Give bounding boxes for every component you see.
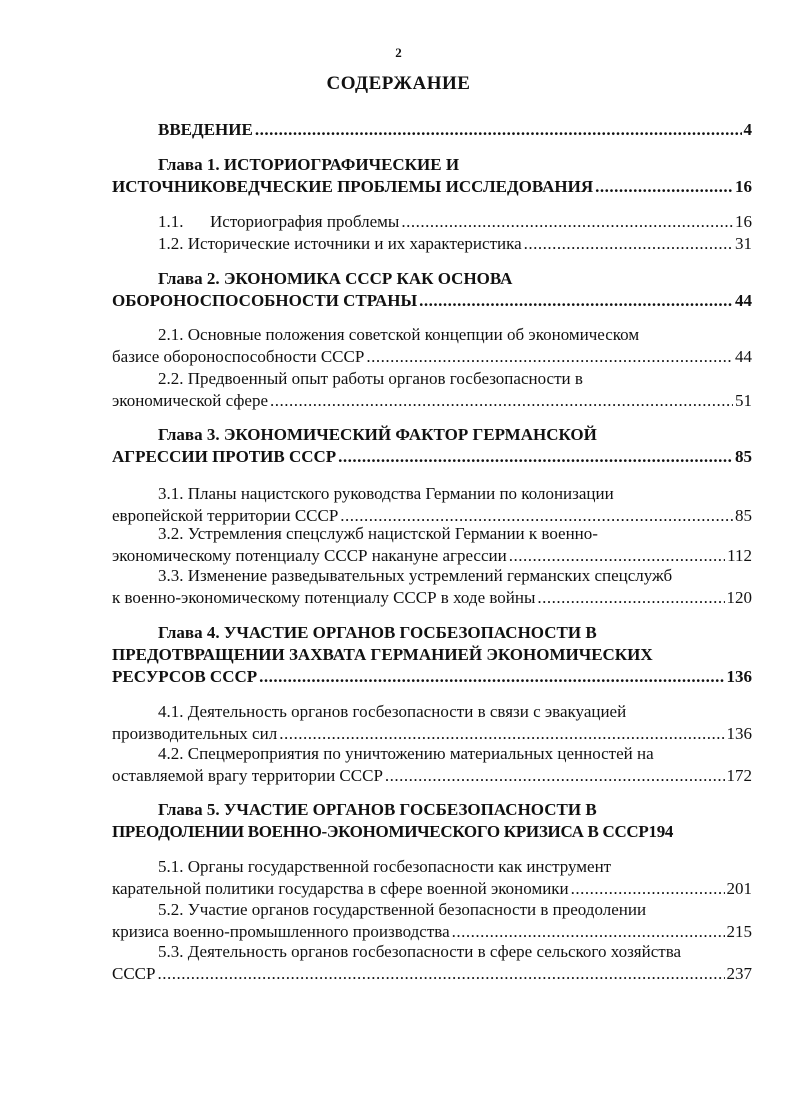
dot-leader (385, 766, 725, 786)
chapter-1-heading[interactable]: Глава 1. ИСТОРИОГРАФИЧЕСКИЕ И (158, 155, 460, 174)
toc-entry-title: АГРЕССИИ ПРОТИВ СССР (112, 447, 337, 466)
toc-entry-section-5-2[interactable] (112, 922, 752, 942)
toc-entry-section-2-2[interactable] (112, 391, 752, 411)
section-3-2-title[interactable]: 3.2. Устремления спецслужб нацистской Германии к военно- (158, 524, 598, 543)
toc-page-number: 51 (735, 391, 752, 410)
toc-page-number: 31 (735, 234, 752, 253)
toc-page-number: 136 (726, 724, 752, 743)
toc-entry-title: базисе обороноспособности СССР (112, 347, 365, 366)
toc-entry-title: Историография проблемы (210, 212, 400, 231)
dot-leader (537, 588, 724, 608)
toc-page-number: 16 (735, 212, 752, 231)
toc-entry-title: РЕСУРСОВ СССР (112, 667, 258, 686)
toc-page-number: 215 (726, 922, 752, 941)
toc-page-number: 112 (727, 546, 752, 565)
section-3-3-title[interactable]: 3.3. Изменение разведывательных устремлений германских спецслужб (158, 566, 673, 585)
toc-entry-title: европейской территории СССР (112, 506, 339, 525)
toc-entry-title: ИСТОЧНИКОВЕДЧЕСКИЕ ПРОБЛЕМЫ ИССЛЕДОВАНИЯ (112, 177, 594, 196)
toc-entry-chapter-1[interactable] (112, 177, 752, 197)
toc-entry-title: СССР (112, 964, 156, 983)
toc-entry-section-3-2[interactable] (112, 546, 752, 566)
chapter-4-heading[interactable]: Глава 4. УЧАСТИЕ ОРГАНОВ ГОСБЕЗОПАСНОСТИ В (158, 623, 597, 642)
dot-leader (401, 212, 733, 232)
dot-leader (338, 447, 733, 467)
section-4-2-title[interactable]: 4.2. Спецмероприятия по уничтожению материальных ценностей на (158, 744, 654, 763)
dot-leader (571, 879, 725, 899)
dot-leader (452, 922, 725, 942)
toc-entry-section-4-1[interactable] (112, 724, 752, 744)
toc-page-number: 85 (735, 447, 752, 466)
dot-leader (279, 724, 724, 744)
toc-entry-title: ВВЕДЕНИЕ (158, 120, 253, 139)
toc-page-number: 237 (726, 964, 752, 983)
toc-entry-title: ОБОРОНОСПОСОБНОСТИ СТРАНЫ (112, 291, 418, 310)
page-number: 2 (395, 45, 402, 60)
chapter-5-heading[interactable]: Глава 5. УЧАСТИЕ ОРГАНОВ ГОСБЕЗОПАСНОСТИ В (158, 800, 597, 819)
toc-entry-section-5-1[interactable] (112, 879, 752, 899)
toc-entry-section-3-1[interactable] (112, 506, 752, 526)
section-5-1-title[interactable]: 5.1. Органы государственной госбезопасности как инструмент (158, 857, 612, 876)
dot-leader (419, 291, 733, 311)
section-5-3-title[interactable]: 5.3. Деятельность органов госбезопасности в сфере сельского хозяйства (158, 942, 682, 961)
toc-page-number: 44 (735, 291, 752, 310)
toc-entry-section-3-3[interactable] (112, 588, 752, 608)
dot-leader (259, 667, 724, 687)
toc-entry-title: производительных сил (112, 724, 278, 743)
toc-entry-intro[interactable] (112, 120, 752, 140)
toc-page-number: 85 (735, 506, 752, 525)
toc-page-number: 201 (726, 879, 752, 898)
section-2-1-title[interactable]: 2.1. Основные положения советской концепции об экономическом (158, 325, 640, 344)
toc-entry-chapter-2[interactable] (112, 291, 752, 311)
toc-entry-title: карательной политики государства в сфере военной экономики (112, 879, 569, 898)
dot-leader (595, 177, 733, 197)
toc-page-number: 16 (735, 177, 752, 196)
chapter-3-heading[interactable]: Глава 3. ЭКОНОМИЧЕСКИЙ ФАКТОР ГЕРМАНСКОЙ (158, 425, 597, 444)
document-title: СОДЕРЖАНИЕ (326, 73, 471, 94)
section-3-1-title[interactable]: 3.1. Планы нацистского руководства Германии по колонизации (158, 484, 614, 503)
toc-page-number: 172 (726, 766, 752, 785)
section-4-1-title[interactable]: 4.1. Деятельность органов госбезопасности в связи с эвакуацией (158, 702, 627, 721)
dot-leader (255, 120, 742, 140)
toc-page-number: 120 (726, 588, 752, 607)
section-2-2-title[interactable]: 2.2. Предвоенный опыт работы органов госбезопасности в (158, 369, 583, 388)
chapter-2-heading[interactable]: Глава 2. ЭКОНОМИКА СССР КАК ОСНОВА (158, 269, 513, 288)
toc-entry-section-4-2[interactable] (112, 766, 752, 786)
toc-entry-title: экономической сфере (112, 391, 268, 410)
toc-entry-section-1-2[interactable] (112, 234, 752, 254)
dot-leader (157, 964, 724, 984)
dot-leader (366, 347, 733, 367)
toc-entry-title: экономическому потенциалу СССР накануне агрессии (112, 546, 507, 565)
toc-entry-chapter-4[interactable] (112, 667, 752, 687)
toc-entry-section-1-1[interactable] (112, 212, 752, 232)
chapter-5-heading-cont[interactable]: ПРЕОДОЛЕНИИ ВОЕННО-ЭКОНОМИЧЕСКОГО КРИЗИСА В СССР194 (112, 822, 674, 841)
toc-entry-section-5-3[interactable] (112, 964, 752, 984)
toc-entry-title: к военно-экономическому потенциалу СССР в ходе войны (112, 588, 536, 607)
dot-leader (270, 391, 733, 411)
toc-entry-title: оставляемой врагу территории СССР (112, 766, 383, 785)
toc-page-number: 44 (735, 347, 752, 366)
dot-leader (340, 506, 733, 526)
toc-page-number: 4 (743, 120, 752, 139)
toc-entry-title: кризиса военно-промышленного производства (112, 922, 450, 941)
section-number: 1.1. (158, 212, 184, 231)
chapter-4-heading-cont[interactable]: ПРЕДОТВРАЩЕНИИ ЗАХВАТА ГЕРМАНИЕЙ ЭКОНОМИЧЕСКИХ (112, 645, 653, 664)
toc-entry-chapter-3[interactable] (112, 447, 752, 467)
toc-entry-title: 1.2. Исторические источники и их характеристика (158, 234, 522, 253)
section-5-2-title[interactable]: 5.2. Участие органов государственной безопасности в преодолении (158, 900, 647, 919)
dot-leader (524, 234, 733, 254)
toc-page-number: 136 (726, 667, 752, 686)
toc-entry-section-2-1[interactable] (112, 347, 752, 367)
dot-leader (509, 546, 725, 566)
